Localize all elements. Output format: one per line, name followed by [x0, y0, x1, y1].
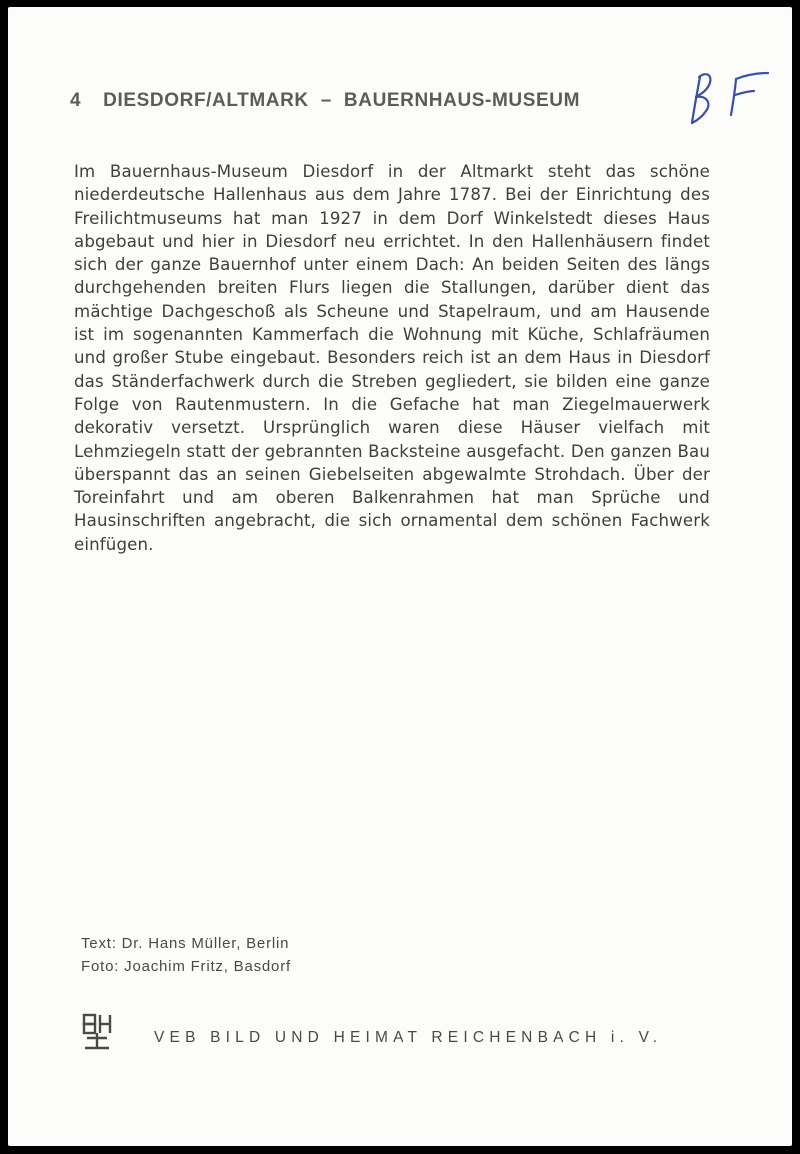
credit-text-row — [81, 932, 291, 955]
publisher-name: VEB BILD UND HEIMAT REICHENBACH i. V. — [154, 1029, 663, 1046]
title-place: DIESDORF/ALTMARK — [103, 90, 309, 111]
page-title — [70, 90, 580, 112]
credit-photo-row — [81, 955, 291, 978]
handwritten-annotation — [684, 65, 776, 131]
description-text — [74, 160, 710, 556]
title-separator: – — [320, 90, 332, 111]
credit-text-author: Dr. Hans Müller, Berlin — [121, 935, 290, 952]
postcard-back — [8, 7, 792, 1146]
credits — [81, 932, 291, 978]
card-number: 4 — [70, 90, 82, 111]
description-paragraph: Im Bauernhaus-Museum Diesdorf in der Altmarkt steht das schöne niederdeutsche Hallenhaus aus dem Jahre 1787. Bei der Einrichtung des Freilichtmuseums hat man 1927 in dem Dorf Winkelstedt dieses Haus abgebaut und hier in Diesdorf neu errichtet. In den Hallenhäusern findet sich der ganze Bauernhof unter einem Dach: An beiden Seiten des längs durchgehenden breiten Flurs liegen die Stallungen, darüber dient das mächtige Dachgeschoß als Scheune und Stapelraum, und am Hausende ist im sogenannten Kammerfach die Wohnung mit Küche, Schlafräumen und großer Stube eingebaut. Besonders reich ist an dem Haus in Diesdorf das Ständerfachwerk durch die Streben gegliedert, sie bilden eine ganze Folge von Rautenmustern. In die Gefache hat man Ziegelmauerwerk dekorativ versetzt. Ursprünglich waren diese Häuser vielfach mit Lehmziegeln statt der gebrannten Backsteine ausgefacht. Den ganzen Bau überspannt das an seinen Giebelseiten abgewalmte Strohdach. Über der Toreinfahrt und am oberen Balkenrahmen hat man Sprüche und Hausinschriften angebracht, die sich ornamental dem schönen Fachwerk einfügen. — [74, 162, 710, 554]
credit-text-label: Text: — [81, 935, 117, 952]
title-subject: BAUERNHAUS-MUSEUM — [343, 90, 581, 111]
credit-photo-label: Foto: — [81, 958, 120, 975]
bild-und-heimat-logo-icon — [81, 1012, 113, 1052]
credit-photo-author: Joachim Fritz, Basdorf — [124, 958, 291, 975]
